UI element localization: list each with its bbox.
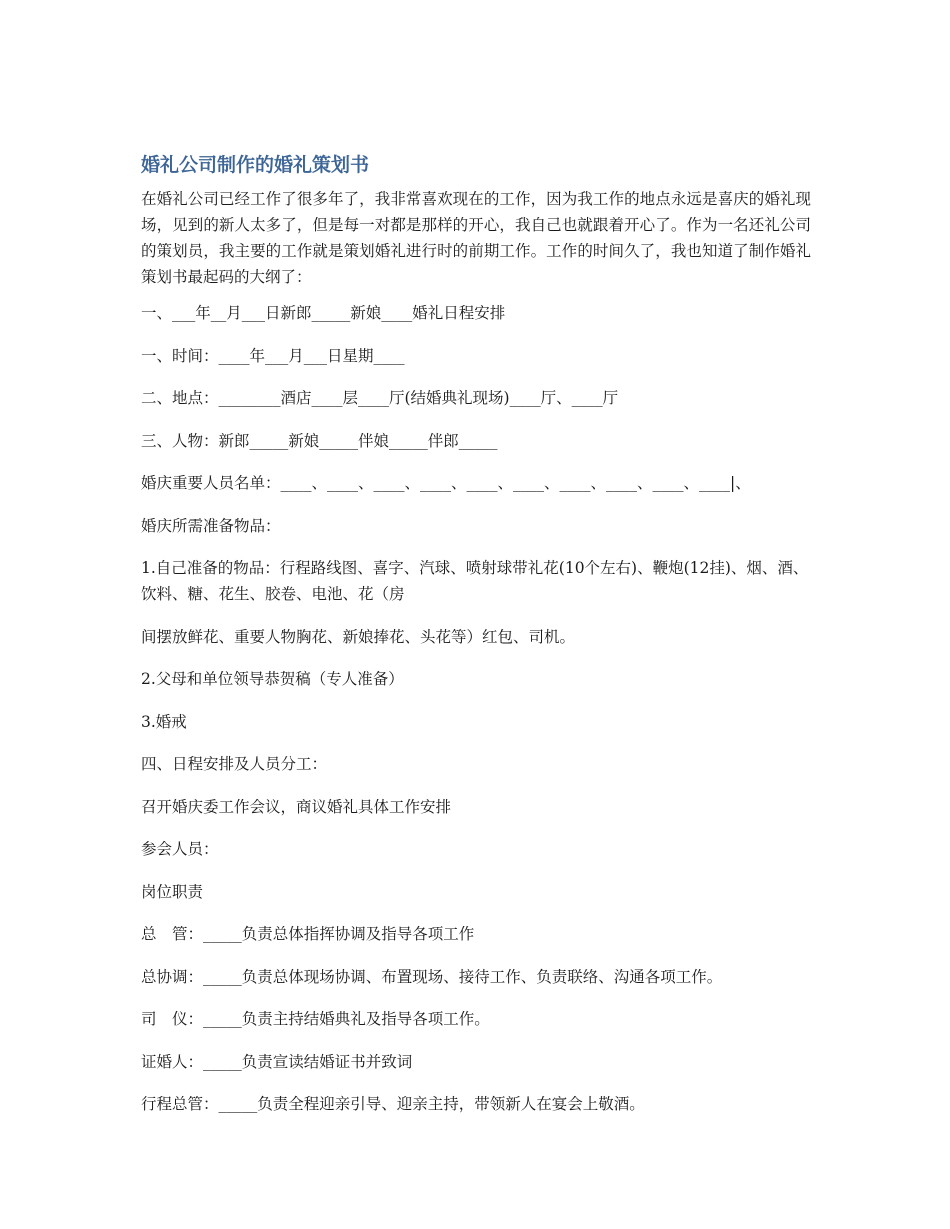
meeting-line: 召开婚庆委工作会议，商议婚礼具体工作安排 <box>141 797 452 816</box>
schedule-heading: 一、___年__月___日新郎_____新娘____婚礼日程安排 <box>141 304 506 322</box>
key-staff-list: 婚庆重要人员名单：____、____、____、____、____、____、____、____、____、____|、 <box>141 474 751 492</box>
attendees-line: 参会人员： <box>141 840 219 858</box>
intro-paragraph: 在婚礼公司已经工作了很多年了，我非常喜欢现在的工作，因为我工作的地点永远是喜庆的婚礼现场，见到的新人太多了，但是每一对都是那样的开心，我自己也就跟着开心了。作为一名还礼公司的策划员，我主要的工作就是策划婚礼进行时的前期工作。工作的时间久了，我也知道了制作婚礼策划书最起码的大纲了： <box>141 190 811 286</box>
duty-general-manager: 总 管：_____负责总体指挥协调及指导各项工作 <box>141 925 475 943</box>
time-line: 一、时间：____年___月___日星期____ <box>141 346 405 365</box>
document-page <box>141 150 811 1134</box>
document-title: 婚礼公司制作的婚礼策划书 <box>141 154 370 176</box>
people-line: 三、人物：新郎_____新娘_____伴娘_____伴郎_____ <box>141 431 498 450</box>
duties-heading: 岗位职责 <box>141 882 204 901</box>
duty-witness: 证婚人：_____负责宣读结婚证书并致词 <box>141 1052 413 1071</box>
supplies-item-2: 2.父母和单位领导恭贺稿（专人准备） <box>141 670 404 688</box>
supplies-item-3: 3.婚戒 <box>141 712 187 731</box>
supplies-item-1: 1.自己准备的物品：行程路线图、喜字、汽球、喷射球带礼花(10个左右)、鞭炮(12挂)、烟、酒、饮料、糖、花生、胶卷、电池、花（房 <box>141 559 809 603</box>
duty-emcee: 司 仪：_____负责主持结婚典礼及指导各项工作。 <box>141 1010 490 1028</box>
duty-coordinator: 总协调：_____负责总体现场协调、布置现场、接待工作、负责联络、沟通各项工作。 <box>141 967 723 986</box>
duty-itinerary-manager: 行程总管：_____负责全程迎亲引导、迎亲主持，带领新人在宴会上敬酒。 <box>141 1095 645 1113</box>
supplies-item-1-continued: 间摆放鲜花、重要人物胸花、新娘捧花、头花等）红包、司机。 <box>141 627 576 646</box>
location-line: 二、地点：________酒店____层____厅(结婚典礼现场)____厅、____厅 <box>141 389 619 407</box>
supplies-heading: 婚庆所需准备物品： <box>141 516 281 535</box>
division-heading: 四、日程安排及人员分工： <box>141 755 328 773</box>
